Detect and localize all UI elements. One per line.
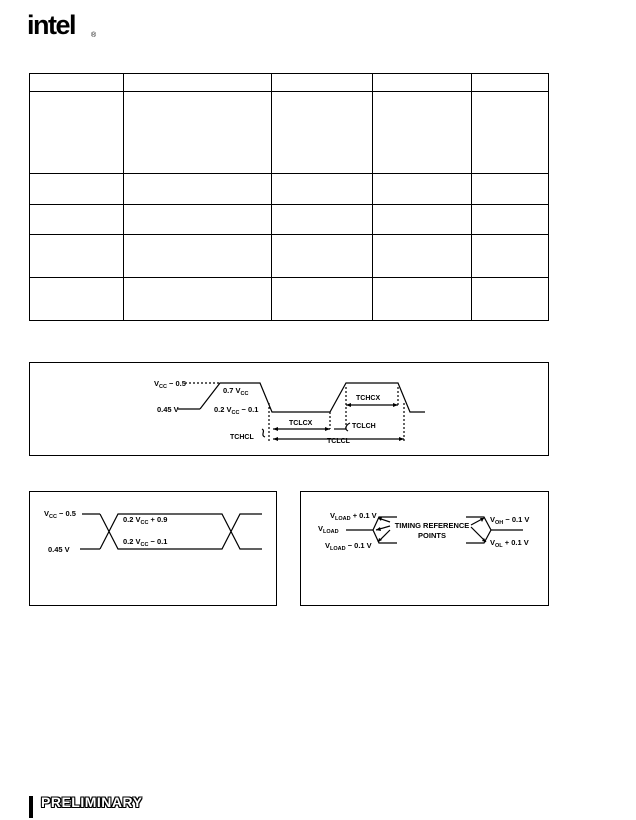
vload-label: $V_{LOAD}$ bbox=[318, 524, 339, 535]
tclch-label: TCLCH bbox=[352, 423, 376, 430]
tclcl-label: TCLCL bbox=[327, 438, 350, 445]
table-cell bbox=[472, 174, 549, 205]
table-cell bbox=[30, 92, 124, 174]
table-cell bbox=[124, 235, 272, 278]
voh-label: $V_{OH} - 0.1$ V bbox=[490, 515, 530, 526]
table-cell bbox=[272, 92, 373, 174]
table-cell bbox=[272, 174, 373, 205]
table-row bbox=[30, 205, 549, 235]
tclcx-label: TCLCX bbox=[289, 420, 313, 427]
table-cell bbox=[30, 174, 124, 205]
table-cell bbox=[373, 74, 472, 92]
table-cell bbox=[30, 74, 124, 92]
table-row bbox=[30, 174, 549, 205]
table-cell bbox=[373, 235, 472, 278]
intel-logo bbox=[27, 6, 107, 46]
table-cell bbox=[272, 205, 373, 235]
vcc-high-label: $V_{CC} - 0.5$ bbox=[154, 379, 186, 390]
low-level-label: 0.45 V bbox=[48, 545, 70, 554]
vcc-high-label: $V_{CC} - 0.5$ bbox=[44, 509, 76, 520]
table-cell bbox=[30, 278, 124, 321]
clock-waveform-panel bbox=[29, 362, 549, 456]
vol-label: $V_{OL} + 0.1$ V bbox=[490, 538, 529, 549]
table-cell bbox=[472, 74, 549, 92]
table-cell bbox=[472, 205, 549, 235]
ac-input-waveform-diagram bbox=[30, 492, 276, 605]
points-label: POINTS bbox=[418, 531, 446, 540]
table-cell bbox=[472, 235, 549, 278]
table-cell bbox=[124, 278, 272, 321]
table-cell bbox=[30, 205, 124, 235]
table-cell bbox=[124, 174, 272, 205]
upper-threshold-label: 0.7 $V_{CC}$ bbox=[223, 386, 249, 397]
logo-text: intel bbox=[27, 10, 76, 40]
clock-waveform-diagram bbox=[30, 363, 548, 455]
registered-mark: ® bbox=[91, 32, 97, 39]
table-cell bbox=[272, 278, 373, 321]
vload-plus-label: $V_{LOAD} + 0.1$ V bbox=[330, 511, 377, 522]
low-level-label: 0.45 V bbox=[157, 405, 179, 414]
float-waveform-panel bbox=[300, 491, 549, 606]
footer-bar bbox=[29, 796, 33, 818]
preliminary-label: PRELIMINARY bbox=[41, 794, 143, 810]
lower-threshold-label: 0.2 $V_{CC} - 0.1$ bbox=[214, 405, 259, 416]
table-cell bbox=[124, 205, 272, 235]
table-row bbox=[30, 92, 549, 174]
upper-ref-label: 0.2 $V_{CC} + 0.9$ bbox=[123, 515, 168, 526]
table-cell bbox=[272, 235, 373, 278]
timing-reference-label: TIMING REFERENCE bbox=[394, 521, 470, 530]
table-cell bbox=[373, 174, 472, 205]
table-row bbox=[30, 278, 549, 321]
tchcx-label: TCHCX bbox=[356, 395, 381, 402]
table-cell bbox=[472, 92, 549, 174]
lower-ref-label: 0.2 $V_{CC} - 0.1$ bbox=[123, 537, 168, 548]
table-cell bbox=[272, 74, 373, 92]
ac-input-waveform-panel bbox=[29, 491, 277, 606]
table-cell bbox=[373, 278, 472, 321]
table-cell bbox=[472, 278, 549, 321]
table-row bbox=[30, 235, 549, 278]
table-header-row bbox=[30, 74, 549, 92]
table-cell bbox=[373, 92, 472, 174]
table-cell bbox=[124, 74, 272, 92]
float-waveform-diagram bbox=[301, 492, 548, 605]
tchcl-label: TCHCL bbox=[230, 434, 254, 441]
vload-minus-label: $V_{LOAD} - 0.1$ V bbox=[325, 541, 372, 552]
table-cell bbox=[373, 205, 472, 235]
spec-table bbox=[29, 73, 549, 321]
table-cell bbox=[124, 92, 272, 174]
table-cell bbox=[30, 235, 124, 278]
